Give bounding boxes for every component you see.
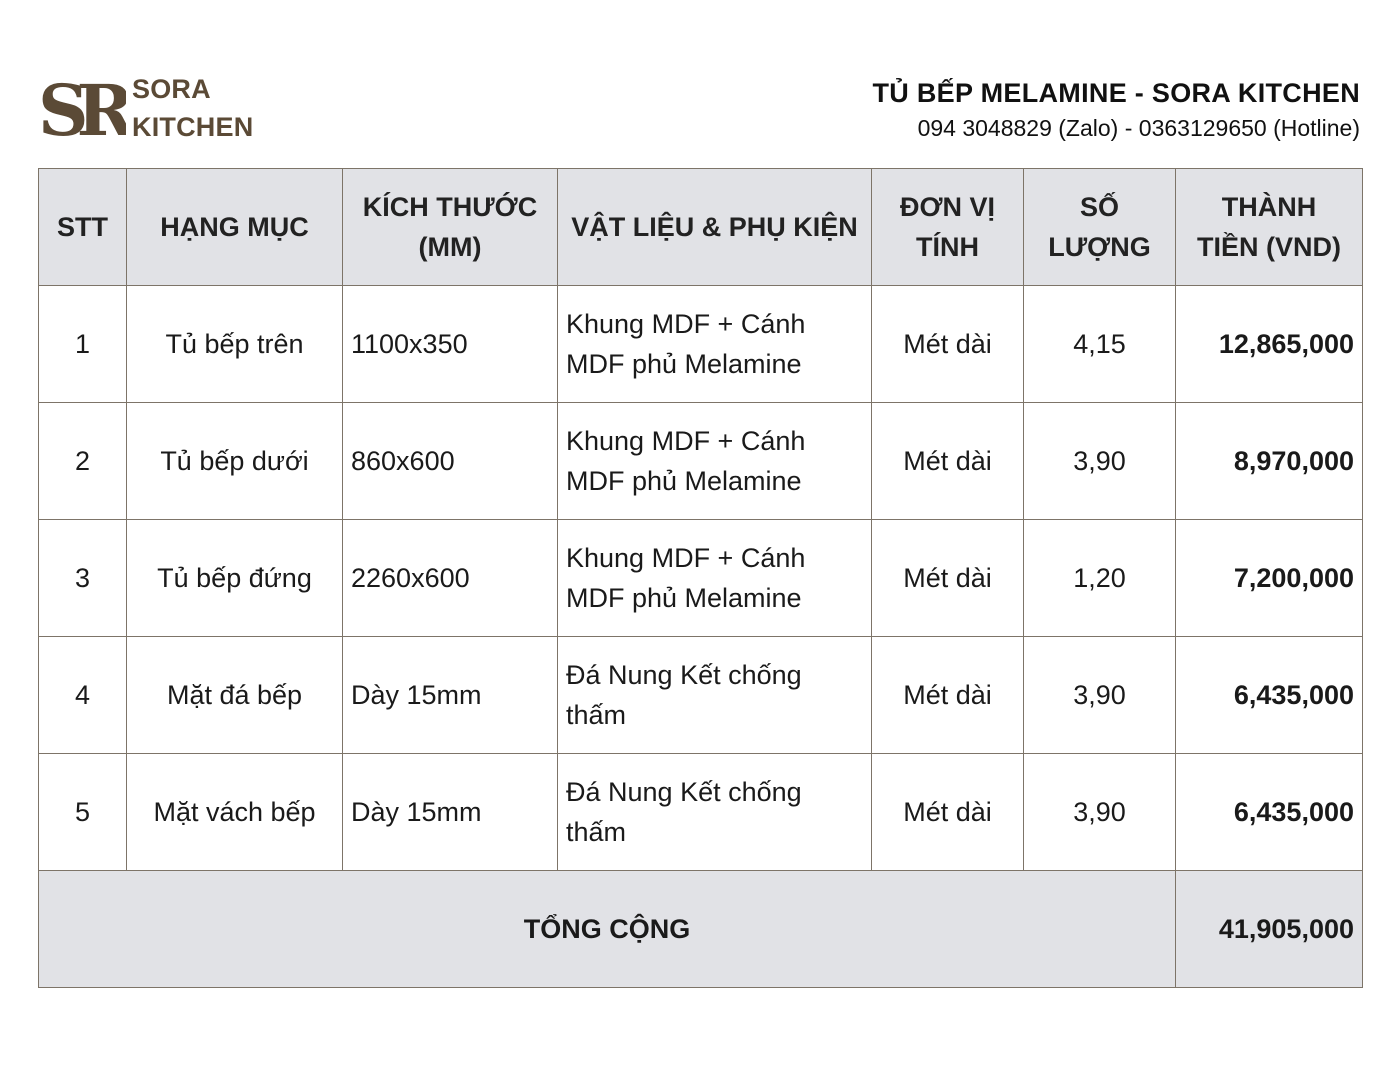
cell-item: Mặt vách bếp [127, 754, 343, 871]
cell-item: Mặt đá bếp [127, 637, 343, 754]
cell-item: Tủ bếp đứng [127, 520, 343, 637]
header-stt: STT [39, 169, 127, 286]
cell-unit: Mét dài [872, 754, 1024, 871]
table-row [39, 520, 1363, 637]
cell-total: 8,970,000 [1176, 403, 1363, 520]
cell-stt: 5 [39, 754, 127, 871]
cell-total: 6,435,000 [1176, 754, 1363, 871]
cell-quantity: 1,20 [1024, 520, 1176, 637]
cell-unit: Mét dài [872, 520, 1024, 637]
cell-unit: Mét dài [872, 286, 1024, 403]
cell-size: 860x600 [343, 403, 558, 520]
cell-quantity: 4,15 [1024, 286, 1176, 403]
cell-stt: 1 [39, 286, 127, 403]
brand-logo [38, 70, 253, 146]
cell-total: 12,865,000 [1176, 286, 1363, 403]
cell-material: Khung MDF + Cánh MDF phủ Melamine [558, 403, 872, 520]
cell-size: 2260x600 [343, 520, 558, 637]
quotation-table [38, 168, 1363, 988]
table-row [39, 754, 1363, 871]
cell-quantity: 3,90 [1024, 637, 1176, 754]
table-row [39, 403, 1363, 520]
header-material: VẬT LIỆU & PHỤ KIỆN [558, 169, 872, 286]
contact-info: 094 3048829 (Zalo) - 0363129650 (Hotline) [917, 115, 1360, 141]
cell-size: Dày 15mm [343, 637, 558, 754]
cell-item: Tủ bếp dưới [127, 403, 343, 520]
header-quantity: SỐ LƯỢNG [1024, 169, 1176, 286]
cell-total: 6,435,000 [1176, 637, 1363, 754]
header-item: HẠNG MỤC [127, 169, 343, 286]
cell-unit: Mét dài [872, 637, 1024, 754]
cell-material: Khung MDF + Cánh MDF phủ Melamine [558, 520, 872, 637]
cell-material: Đá Nung Kết chống thấm [558, 754, 872, 871]
brand-name-line2: KITCHEN [132, 112, 254, 142]
cell-size: 1100x350 [343, 286, 558, 403]
document-header [872, 78, 1360, 142]
cell-size: Dày 15mm [343, 754, 558, 871]
total-value: 41,905,000 [1176, 871, 1363, 988]
brand-name [132, 70, 253, 146]
header-size: KÍCH THƯỚC (MM) [343, 169, 558, 286]
cell-total: 7,200,000 [1176, 520, 1363, 637]
cell-item: Tủ bếp trên [127, 286, 343, 403]
logo-mark-letters: SR [38, 75, 123, 141]
cell-quantity: 3,90 [1024, 754, 1176, 871]
total-label: TỔNG CỘNG [39, 871, 1176, 988]
cell-stt: 3 [39, 520, 127, 637]
sr-logo-icon [38, 75, 126, 141]
cell-quantity: 3,90 [1024, 403, 1176, 520]
cell-stt: 2 [39, 403, 127, 520]
cell-stt: 4 [39, 637, 127, 754]
document-title: TỦ BẾP MELAMINE - SORA KITCHEN [872, 78, 1360, 108]
cell-material: Đá Nung Kết chống thấm [558, 637, 872, 754]
total-row [39, 871, 1363, 988]
header-unit: ĐƠN VỊ TÍNH [872, 169, 1024, 286]
cell-material: Khung MDF + Cánh MDF phủ Melamine [558, 286, 872, 403]
table-row [39, 286, 1363, 403]
table-header-row [39, 169, 1363, 286]
header-total: THÀNH TIỀN (VND) [1176, 169, 1363, 286]
cell-unit: Mét dài [872, 403, 1024, 520]
table-row [39, 637, 1363, 754]
brand-name-line1: SORA [132, 74, 211, 104]
